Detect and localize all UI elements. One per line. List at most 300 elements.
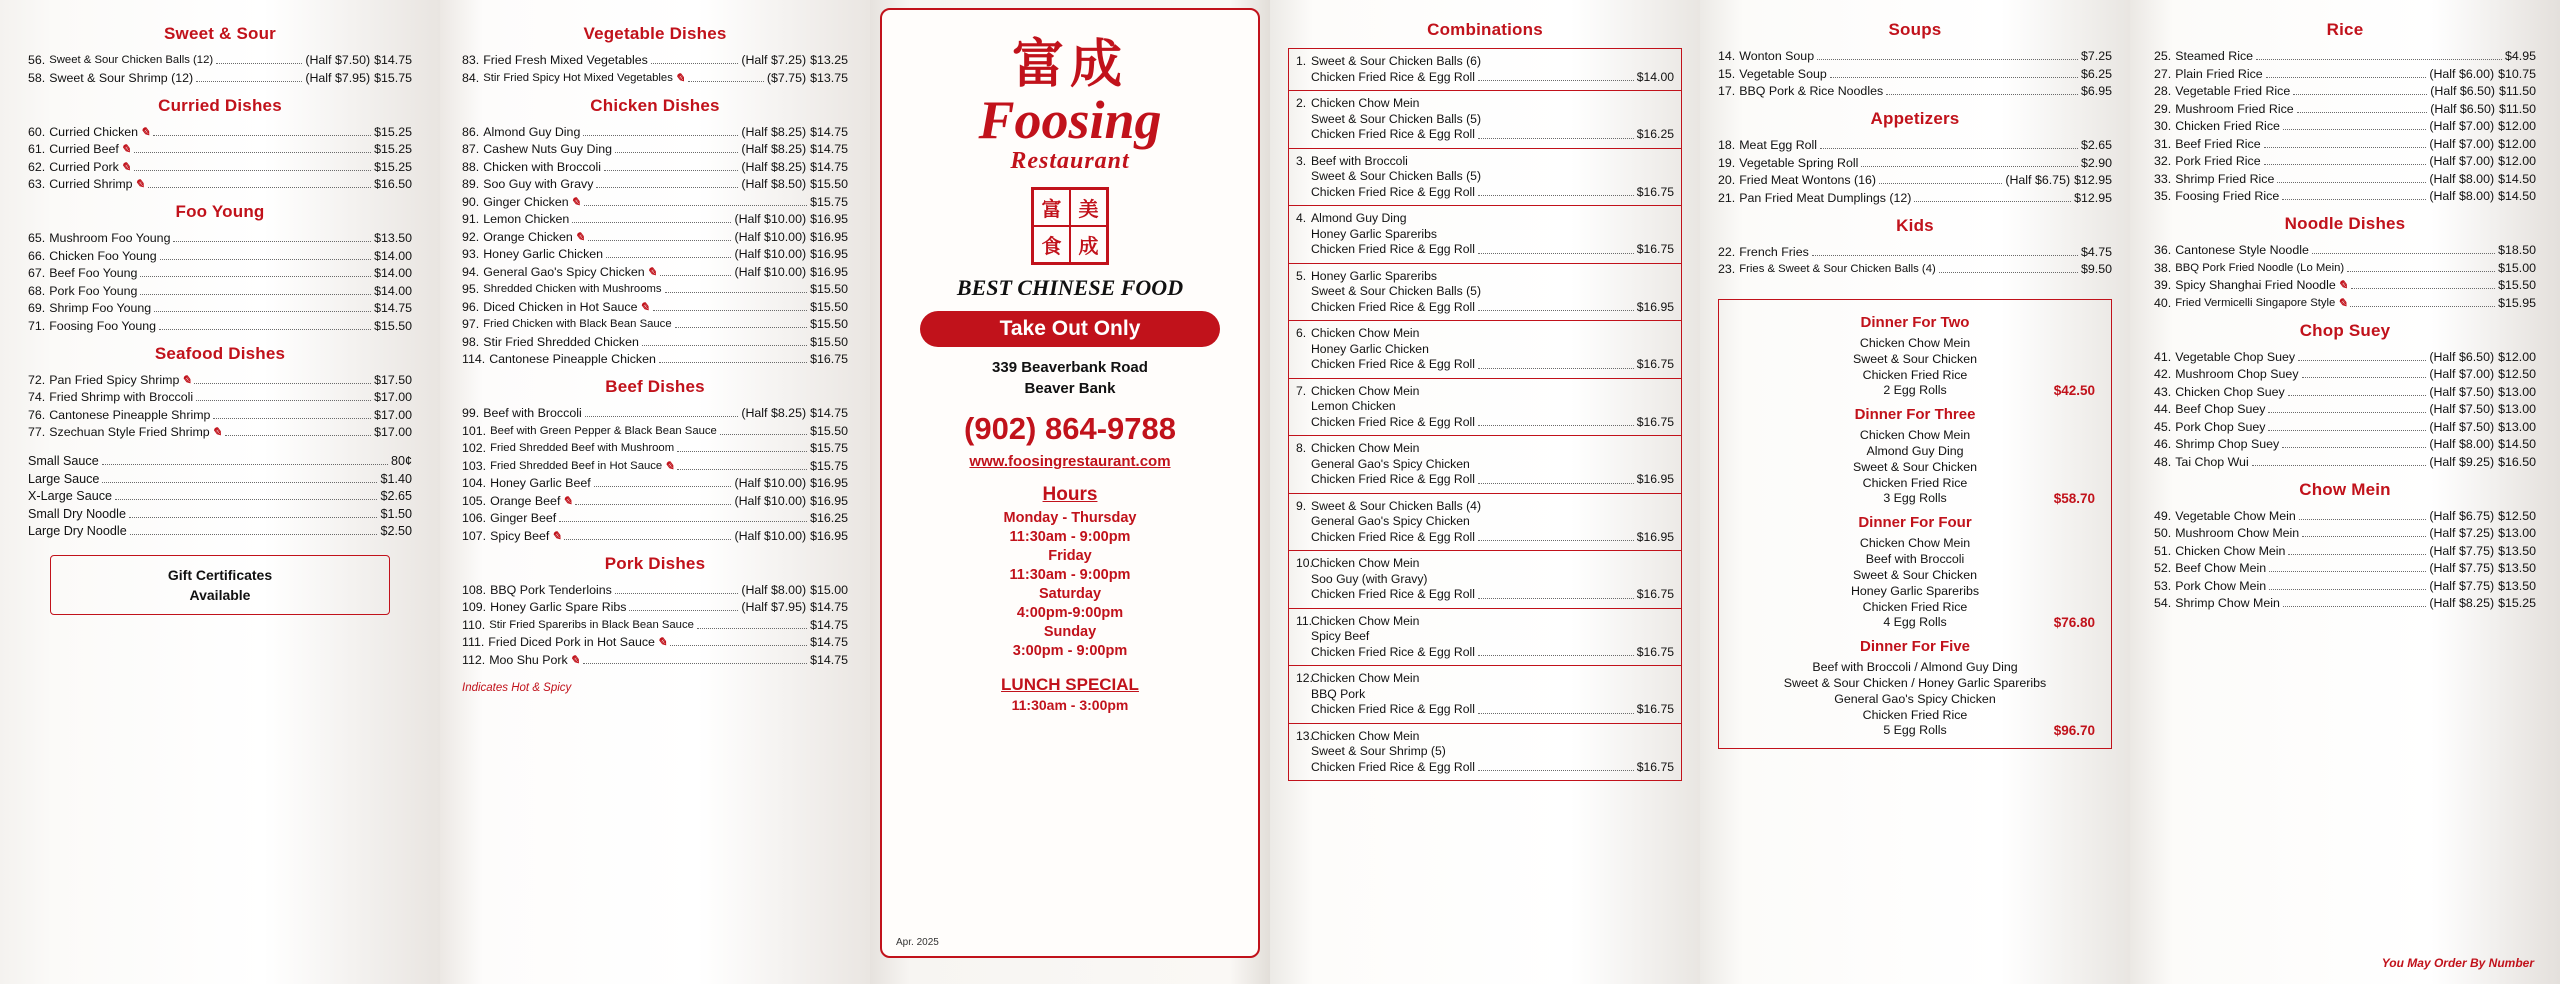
- leader-dots: [160, 259, 371, 260]
- address-line-2: Beaver Bank: [1024, 380, 1116, 397]
- item-name: Curried Shrimp: [49, 177, 133, 191]
- combinations-list: [1288, 48, 1682, 781]
- leader-dots: [665, 292, 808, 293]
- item-number: 46.: [2154, 437, 2172, 451]
- item-name: Honey Garlic Chicken: [483, 247, 604, 261]
- menu-item: [462, 582, 848, 598]
- menu-item: [2154, 578, 2536, 594]
- item-name: Soo Guy with Gravy: [483, 177, 594, 191]
- combination-last-line: [1311, 760, 1674, 776]
- dinner-combo: [1729, 314, 2101, 398]
- lunch-special-time: 11:30am - 3:00pm: [1011, 697, 1129, 713]
- menu-item: [462, 194, 848, 210]
- dinner-item: Chicken Fried Rice: [1862, 708, 1968, 722]
- combination-line: Chicken Chow Mein: [1311, 671, 1420, 685]
- dinner-eggrolls: 2 Egg Rolls: [1883, 383, 1947, 397]
- item-price: $14.75: [374, 53, 412, 67]
- dinner-item: Beef with Broccoli: [1865, 552, 1965, 566]
- leader-dots: [2288, 554, 2426, 555]
- combination-price: $14.00: [1636, 69, 1674, 84]
- menu-item: [1718, 155, 2112, 171]
- dinner-item: Chicken Fried Rice: [1862, 368, 1968, 382]
- item-name: Spicy Beef: [490, 528, 550, 543]
- leader-dots: [194, 383, 371, 384]
- item-name: Vegetable Chop Suey: [2175, 349, 2296, 364]
- item-half-price: (Half $8.25): [2429, 596, 2495, 610]
- item-half-price: (Half $7.25): [2429, 526, 2495, 540]
- combination-line: Chicken Chow Mein: [1311, 556, 1420, 570]
- item-number: 114.: [462, 352, 486, 366]
- combination-last-line: [1311, 70, 1674, 86]
- combination-price: $16.75: [1636, 644, 1674, 659]
- item-price: $16.95: [810, 212, 848, 226]
- item-name: Chicken Foo Young: [49, 248, 157, 263]
- hot-spicy-icon: ✎: [664, 458, 675, 473]
- combination-number: 1.: [1296, 54, 1307, 68]
- item-half-price: (Half $7.95): [305, 70, 371, 85]
- item-half-price: (Half $10.00): [734, 493, 807, 508]
- menu-item: [462, 229, 848, 245]
- section-items: [28, 52, 412, 86]
- item-number: 99.: [462, 406, 480, 420]
- item-name: Ginger Beef: [490, 511, 557, 525]
- panel-sweet-sour-curried-fooyoung-seafood: [0, 0, 440, 984]
- item-name: Foosing Fried Rice: [2175, 189, 2280, 203]
- item-number: 53.: [2154, 578, 2172, 593]
- leader-dots: [629, 610, 738, 611]
- item-price: $13.25: [810, 53, 848, 67]
- cover-card: [880, 8, 1260, 958]
- item-number: 66.: [28, 248, 46, 263]
- hot-spicy-icon: ✎: [574, 229, 585, 244]
- leader-dots: [134, 170, 371, 171]
- item-name: French Fries: [1739, 244, 1809, 259]
- dinner-item: Sweet & Sour Chicken: [1853, 568, 1977, 582]
- combination-includes: Chicken Fried Rice & Egg Roll: [1311, 759, 1475, 774]
- item-price: $12.00: [2498, 119, 2536, 133]
- leader-dots: [642, 345, 807, 346]
- leader-dots: [102, 482, 377, 483]
- item-price: $14.75: [810, 652, 848, 667]
- leader-dots: [615, 593, 739, 594]
- item-half-price: (Half $7.50): [305, 53, 371, 67]
- dinner-items: [1729, 335, 2101, 383]
- item-price: $14.75: [810, 617, 848, 632]
- combination-number: 5.: [1296, 268, 1307, 283]
- combination-line: Sweet & Sour Chicken Balls (5): [1311, 284, 1482, 298]
- item-price: $15.25: [374, 159, 412, 174]
- leader-dots: [1830, 77, 2078, 78]
- combination-number: 6.: [1296, 326, 1307, 340]
- item-price: $6.25: [2080, 66, 2112, 81]
- panel-soups-appetizers-kids-dinners: [1700, 0, 2130, 984]
- leader-dots: [2282, 199, 2426, 200]
- section-title: Seafood Dishes: [154, 343, 286, 363]
- leader-dots: [115, 499, 377, 500]
- item-name: Steamed Rice: [2175, 49, 2254, 63]
- leader-dots: [1817, 59, 2078, 60]
- item-half-price: (Half $8.25): [741, 124, 807, 139]
- combination-line: Spicy Beef: [1311, 629, 1370, 643]
- item-price: $6.95: [2080, 84, 2112, 98]
- leader-dots: [129, 517, 378, 518]
- item-half-price: (Half $7.00): [2429, 119, 2495, 133]
- combination-price: $16.75: [1636, 184, 1674, 199]
- menu-item: [462, 458, 848, 474]
- leader-dots: [1478, 655, 1634, 656]
- item-name: Beef Fried Rice: [2175, 136, 2261, 151]
- combination-body: [1311, 269, 1674, 316]
- dinner-item: Chicken Chow Mein: [1859, 428, 1971, 442]
- hot-spicy-icon: ✎: [562, 493, 573, 508]
- combination-item: [1289, 436, 1681, 494]
- item-name: Pork Fried Rice: [2175, 154, 2261, 168]
- leader-dots: [1478, 425, 1634, 426]
- item-price: $13.00: [2498, 402, 2536, 416]
- item-price: $12.00: [2498, 349, 2536, 364]
- dinner-item: Chicken Fried Rice: [1862, 476, 1968, 490]
- combination-last-line: [1311, 530, 1674, 546]
- leader-dots: [140, 294, 371, 295]
- section-items: [2154, 508, 2536, 612]
- dinner-title: Dinner For Two: [1860, 314, 1970, 331]
- item-number: 72.: [28, 372, 46, 387]
- item-half-price: (Half $6.50): [2429, 349, 2495, 364]
- menu-item: [2154, 188, 2536, 204]
- dinner-title: Dinner For Four: [1858, 514, 1972, 531]
- combination-number: 8.: [1296, 441, 1307, 455]
- menu-item: [28, 176, 412, 192]
- item-price: $17.00: [374, 407, 412, 422]
- menu-item: [2154, 136, 2536, 152]
- combinations-title: Combinations: [1427, 20, 1543, 39]
- item-price: $15.25: [2498, 596, 2536, 610]
- item-price: $13.75: [810, 70, 848, 85]
- menu-item: [462, 264, 848, 280]
- combination-item: [1289, 379, 1681, 437]
- dinner-eggrolls: 3 Egg Rolls: [1883, 491, 1947, 505]
- menu-item: [28, 248, 412, 264]
- leader-dots: [2252, 465, 2427, 466]
- kids-list: [1718, 244, 2112, 278]
- item-name: Mushroom Chow Mein: [2175, 526, 2300, 540]
- item-half-price: (Half $6.00): [2429, 66, 2495, 81]
- combination-line: BBQ Pork: [1311, 686, 1366, 701]
- item-half-price: (Half $7.00): [2429, 154, 2495, 168]
- item-half-price: (Half $7.50): [2429, 384, 2495, 399]
- menu-item: [462, 440, 848, 456]
- leader-dots: [572, 222, 731, 223]
- soups-title: Soups: [1888, 20, 1942, 39]
- combination-line: Sweet & Sour Shrimp (5): [1311, 744, 1446, 758]
- dinner-item: Sweet & Sour Chicken: [1853, 352, 1977, 366]
- item-name: General Gao's Spicy Chicken: [483, 264, 645, 279]
- item-number: 74.: [28, 390, 46, 404]
- item-name: Lemon Chicken: [483, 212, 570, 226]
- section-items: [462, 124, 848, 368]
- tagline: BEST CHINESE FOOD: [956, 275, 1184, 300]
- item-name: Small Sauce: [28, 454, 99, 468]
- item-name: Vegetable Chow Mein: [2175, 508, 2296, 523]
- item-name: Sweet & Sour Shrimp (12): [49, 70, 194, 85]
- section-items: [28, 124, 412, 193]
- item-number: 20.: [1718, 173, 1736, 187]
- item-number: 87.: [462, 142, 480, 156]
- item-number: 68.: [28, 283, 46, 298]
- item-number: 83.: [462, 53, 480, 67]
- hours-line: 3:00pm - 9:00pm: [1012, 643, 1128, 659]
- dinner-item: Sweet & Sour Chicken: [1853, 460, 1977, 474]
- leader-dots: [1879, 183, 2002, 184]
- item-number: 27.: [2154, 66, 2172, 81]
- item-number: 86.: [462, 124, 480, 139]
- menu-item: [2154, 66, 2536, 82]
- item-number: 38.: [2154, 260, 2172, 275]
- panel-cover: [870, 0, 1270, 984]
- item-number: 40.: [2154, 295, 2172, 310]
- combination-body: [1311, 556, 1674, 603]
- item-name: Beef Chop Suey: [2175, 402, 2266, 416]
- menu-item: [2154, 83, 2536, 99]
- item-price: $15.75: [810, 441, 848, 455]
- menu-item: [28, 407, 412, 423]
- website-link[interactable]: www.foosingrestaurant.com: [969, 453, 1171, 470]
- hot-spicy-icon: ✎: [646, 264, 657, 279]
- menu-item: [1718, 261, 2112, 277]
- dinner-combo: [1729, 406, 2101, 506]
- item-price: $15.50: [810, 317, 848, 331]
- menu-item: [2154, 118, 2536, 134]
- item-half-price: (Half $7.00): [2429, 367, 2495, 381]
- leader-dots: [1820, 148, 2078, 149]
- item-price: $16.95: [810, 528, 848, 543]
- item-number: 112.: [462, 652, 486, 667]
- hours-line: Friday: [1048, 548, 1092, 564]
- hours-line: 11:30am - 9:00pm: [1009, 567, 1131, 583]
- appetizers-list: [1718, 137, 2112, 206]
- combination-line: Sweet & Sour Chicken Balls (6): [1311, 54, 1482, 68]
- item-name: Fried Shrimp with Broccoli: [49, 390, 194, 404]
- menu-item: [2154, 543, 2536, 559]
- hot-spicy-icon: ✎: [639, 299, 650, 314]
- item-price: $11.50: [2499, 84, 2536, 98]
- item-price: $14.50: [2498, 437, 2536, 451]
- item-number: 61.: [28, 142, 46, 156]
- leader-dots: [2288, 395, 2427, 396]
- item-half-price: (Half $7.25): [741, 53, 807, 67]
- combination-item: [1289, 724, 1681, 781]
- section-items: [2154, 349, 2536, 470]
- menu-item: [462, 176, 848, 192]
- hot-spicy-icon: ✎: [140, 124, 151, 139]
- menu-item: [1718, 48, 2112, 64]
- print-date: Apr. 2025: [896, 937, 939, 948]
- menu-item: [462, 316, 848, 332]
- combination-last-line: [1311, 185, 1674, 201]
- item-number: 52.: [2154, 561, 2172, 575]
- menu-item: [2154, 366, 2536, 382]
- item-price: $16.50: [2498, 454, 2536, 469]
- combination-includes: Chicken Fried Rice & Egg Roll: [1311, 127, 1475, 141]
- leader-dots: [153, 135, 371, 136]
- combination-item: [1289, 49, 1681, 91]
- item-half-price: (Half $6.75): [2429, 508, 2495, 523]
- dinner-item: General Gao's Spicy Chicken: [1834, 692, 1996, 706]
- item-name: Large Dry Noodle: [28, 524, 127, 538]
- menu-item: [28, 52, 412, 68]
- leader-dots: [660, 275, 732, 276]
- combination-price: $16.95: [1636, 472, 1674, 486]
- item-price: $16.95: [810, 264, 848, 279]
- menu-item: [2154, 525, 2536, 541]
- item-name: Curried Chicken: [49, 124, 139, 139]
- combination-price: $16.95: [1636, 529, 1674, 544]
- menu-item: [462, 423, 848, 439]
- combination-number: 9.: [1296, 498, 1307, 513]
- combination-body: [1311, 211, 1674, 258]
- item-number: 88.: [462, 159, 480, 174]
- section-items: [28, 230, 412, 334]
- menu-item: [1718, 137, 2112, 153]
- menu-item: [462, 493, 848, 509]
- item-number: 84.: [462, 70, 480, 85]
- combination-body: [1311, 384, 1674, 431]
- combination-line: Honey Garlic Spareribs: [1311, 268, 1437, 283]
- leader-dots: [697, 628, 807, 629]
- item-price: $13.50: [374, 231, 412, 245]
- item-number: 58.: [28, 70, 46, 85]
- item-price: $15.95: [2498, 295, 2536, 310]
- appetizers-title: Appetizers: [1870, 109, 1960, 128]
- item-number: 109.: [462, 600, 487, 614]
- leader-dots: [2351, 288, 2495, 289]
- item-price: $2.50: [380, 524, 412, 538]
- order-by-number-note: You May Order By Number: [2381, 956, 2534, 970]
- item-price: $14.75: [810, 600, 848, 614]
- menu-item: [28, 318, 412, 334]
- hot-spicy-icon: ✎: [570, 194, 581, 209]
- soups-list: [1718, 48, 2112, 99]
- section-title: Rice: [2326, 20, 2364, 39]
- leader-dots: [1478, 770, 1634, 771]
- leader-dots: [154, 311, 371, 312]
- phone-number[interactable]: (902) 864-9788: [964, 411, 1176, 446]
- dinner-item: Chicken Chow Mein: [1859, 536, 1971, 550]
- item-name: Vegetable Spring Roll: [1739, 155, 1859, 170]
- item-number: 108.: [462, 582, 487, 597]
- combination-last-line: [1311, 242, 1674, 258]
- item-half-price: (Half $10.00): [734, 476, 807, 490]
- menu-item: [2154, 171, 2536, 187]
- item-number: 77.: [28, 425, 46, 439]
- menu-item: [462, 281, 848, 297]
- leader-dots: [1478, 253, 1634, 254]
- combination-number: 12.: [1296, 671, 1313, 685]
- item-price: $16.25: [810, 511, 848, 525]
- item-number: 101.: [462, 423, 487, 438]
- item-half-price: (Half $7.75): [2429, 543, 2495, 558]
- item-number: 50.: [2154, 526, 2172, 540]
- item-name: Small Dry Noodle: [28, 506, 126, 521]
- item-price: $2.90: [2080, 155, 2112, 170]
- combination-body: [1311, 54, 1674, 85]
- item-half-price: (Half $8.25): [741, 142, 807, 156]
- combination-includes: Chicken Fried Rice & Egg Roll: [1311, 69, 1475, 84]
- dinner-price: $58.70: [2053, 491, 2095, 506]
- item-name: Cantonese Style Noodle: [2175, 243, 2309, 257]
- item-price: $14.50: [2498, 189, 2536, 203]
- combination-last-line: [1311, 300, 1674, 316]
- item-number: 36.: [2154, 243, 2172, 257]
- leader-dots: [2269, 571, 2426, 572]
- item-price: $15.50: [374, 318, 412, 333]
- panel-combinations: [1270, 0, 1700, 984]
- item-number: 89.: [462, 177, 480, 191]
- item-name: Shredded Chicken with Mushrooms: [483, 283, 662, 295]
- leader-dots: [677, 451, 807, 452]
- leader-dots: [1886, 94, 2078, 95]
- leader-dots: [2277, 182, 2426, 183]
- item-name: Fried Shredded Beef in Hot Sauce: [490, 459, 663, 472]
- combination-item: [1289, 666, 1681, 724]
- item-half-price: (Half $7.75): [2429, 578, 2495, 593]
- leader-dots: [2293, 94, 2427, 95]
- item-number: 106.: [462, 511, 487, 525]
- combination-includes: Chicken Fried Rice & Egg Roll: [1311, 414, 1475, 429]
- item-name: Vegetable Fried Rice: [2175, 84, 2291, 98]
- leader-dots: [1478, 368, 1634, 369]
- hours-line: 11:30am - 9:00pm: [1009, 529, 1131, 545]
- combination-number: 3.: [1296, 153, 1307, 168]
- item-price: $14.75: [374, 301, 412, 315]
- item-price: $14.75: [810, 635, 848, 649]
- combination-includes: Chicken Fried Rice & Egg Roll: [1311, 299, 1475, 314]
- item-half-price: (Half $6.75): [2005, 173, 2071, 187]
- combination-number: 2.: [1296, 96, 1307, 110]
- item-name: Chicken Fried Rice: [2175, 119, 2280, 133]
- leader-dots: [575, 504, 731, 505]
- menu-item: [28, 230, 412, 246]
- combination-body: [1311, 499, 1674, 546]
- seal-char-2: 美: [1070, 189, 1107, 226]
- item-number: 62.: [28, 159, 46, 174]
- item-name: Szechuan Style Fried Shrimp: [49, 425, 210, 439]
- item-name: Cantonese Pineapple Shrimp: [49, 407, 211, 422]
- combination-item: [1289, 609, 1681, 667]
- menu-item: [28, 159, 412, 175]
- item-name: Sweet & Sour Chicken Balls (12): [49, 54, 214, 66]
- item-name: Meat Egg Roll: [1739, 138, 1818, 152]
- item-price: $16.50: [374, 177, 412, 191]
- item-name: Stir Fried Spicy Hot Mixed Vegetables: [483, 71, 673, 84]
- item-price: $14.00: [374, 266, 412, 280]
- leader-dots: [604, 170, 738, 171]
- item-price: $12.50: [2498, 508, 2536, 523]
- leader-dots: [2264, 147, 2427, 148]
- item-price: $15.00: [2498, 260, 2536, 275]
- leader-dots: [2298, 360, 2426, 361]
- item-number: 91.: [462, 212, 480, 226]
- item-name: BBQ Pork & Rice Noodles: [1739, 84, 1884, 98]
- item-half-price: (Half $7.50): [2429, 402, 2495, 416]
- item-number: 28.: [2154, 84, 2172, 98]
- combination-last-line: [1311, 472, 1674, 488]
- item-name: Stir Fried Spareribs in Black Bean Sauce: [489, 618, 694, 631]
- item-number: 51.: [2154, 543, 2172, 558]
- combination-body: [1311, 671, 1674, 718]
- leader-dots: [651, 63, 739, 64]
- menu-item: [2154, 277, 2536, 293]
